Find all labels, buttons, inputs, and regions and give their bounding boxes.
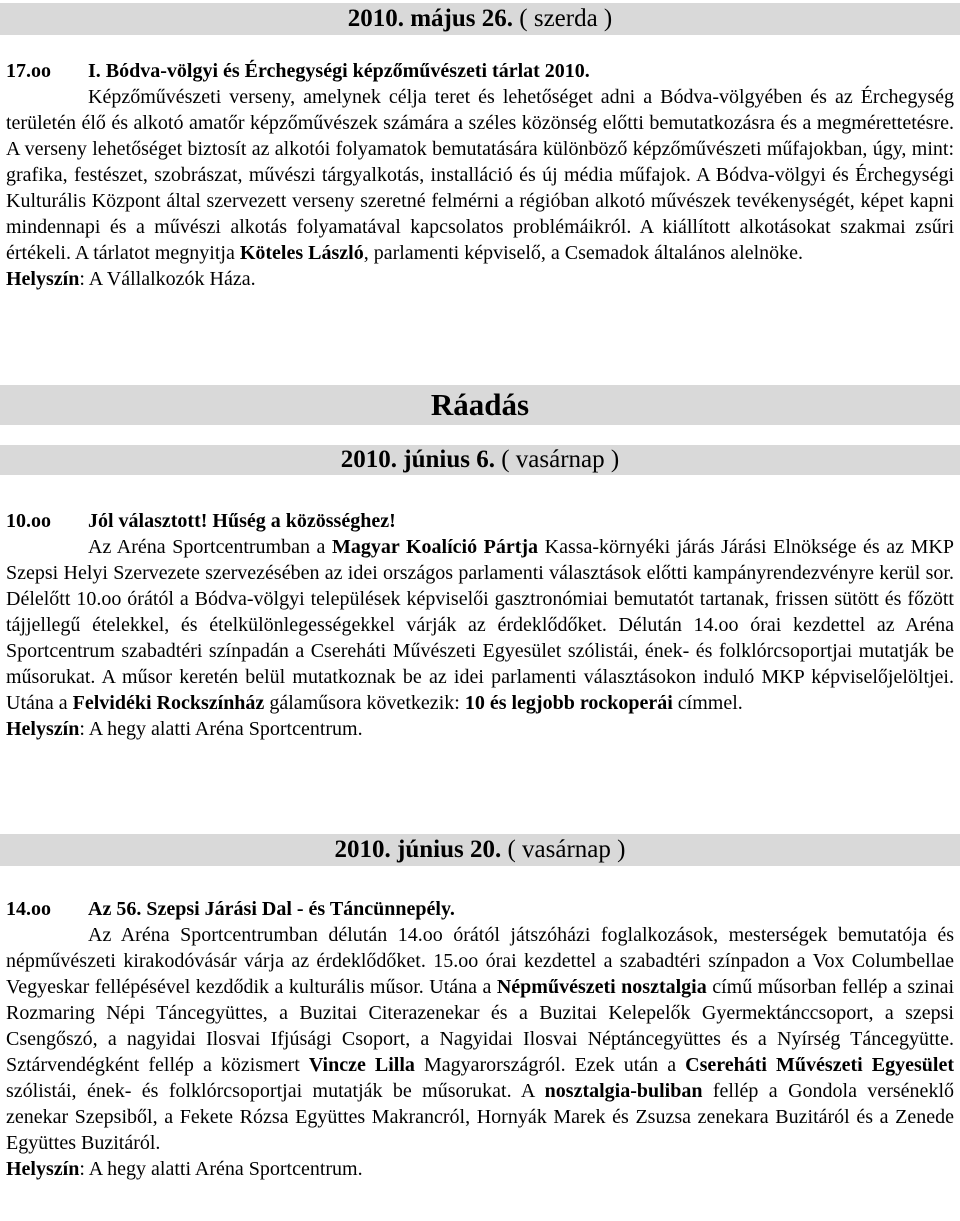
weekday-label: ( vasárnap )	[494, 446, 620, 473]
event-title: Az 56. Szepsi Járási Dal - és Táncünnepély.	[88, 898, 455, 920]
event-time: 14.oo	[6, 898, 51, 920]
event-header	[6, 58, 954, 84]
event-section-kampany	[6, 508, 954, 742]
event-time: 17.oo	[6, 60, 51, 82]
date-heading: 2010. május 26.	[347, 5, 514, 32]
date-bar-may-26	[0, 3, 960, 35]
date-heading: 2010. június 20.	[334, 836, 502, 863]
event-header	[6, 508, 954, 534]
event-description: Az Aréna Sportcentrumban délután 14.oo órától játszóházi foglalkozások, mesterségek bemutatója és népművészeti kirakodóvásár várja az érdeklődőket. 15.oo órai kezdettel a szabadtéri színpadon a Vox Columbellae Vegyeskar fellépésével kezdődik a kulturális műsor. Utána a Népművészeti nosztalgia című műsorban fellép a szinai Rozmaring Népi Táncegyüttes, a Buzitai Citerazenekar és a Buzitai Kelepelők Gyermektánccsoport, a szepsi Csengőszó, a nagyidai Ilosvai Ifjúsági Csoport, a Nagyidai Ilosvai Néptáncegyüttes és a Nyírség Táncegyütte. Sztárvendégként fellép a közismert Vincze Lilla Magyarországról. Ezek után a Csereháti Művészeti Egyesület szólistái, ének- és folklórcsoportjai mutatják be műsorukat. A nosztalgia-buliban fellép a Gondola verséneklő zenekar Szepsiből, a Fekete Rózsa Együttes Makrancról, Hornyák Marek és Zsuzsa zenekara Buzitáról és a Zenede Együttes Buzitáról.	[6, 924, 955, 1154]
weekday-label: ( szerda )	[513, 5, 613, 32]
event-description: Az Aréna Sportcentrumban a Magyar Koalíció Pártja Kassa-környéki járás Járási Elnöksége és az MKP Szepsi Helyi Szervezete szervezésében az idei országos parlamenti választások előtti kampányrendezvényre kerül sor. Délelőtt 10.oo órától a Bódva-völgyi települések képviselői gasztronómiai bemutatót tartanak, frissen sütött és főzött tájjellegű ételekkel, és ételkülönlegességekkel várják az érdeklődőket. Délután 14.oo órai kezdettel az Aréna Sportcentrum szabadtéri színpadán a Csereháti Művészeti Egyesület szólistái, ének- és folklórcsoportjai mutatják be műsorukat. A műsor keretén belül mutatkoznak be az idei parlamenti választásokon induló MKP képviselőjelöltjei. Utána a Felvidéki Rockszínház gálaműsora következik: 10 és legjobb rockoperái címmel.	[6, 536, 954, 714]
event-time: 10.oo	[6, 510, 51, 532]
event-location: Helyszín: A Vállalkozók Háza.	[6, 268, 256, 290]
speaker-name: Köteles László	[239, 242, 364, 264]
event-title: I. Bódva-völgyi és Érchegységi képzőművészeti tárlat 2010.	[88, 60, 590, 82]
event-header	[6, 896, 954, 922]
event-description: Képzőművészeti verseny, amelynek célja teret és lehetőséget adni a Bódva-völgyében és az Érchegység területén élő és alkotó amatőr képzőművészek számára a széles közönség előtti bemutatkozásra és a megmérettetésre. A verseny lehetőséget biztosít az alkotói folyamatok bemutatására különböző képzőművészeti műfajokban, úgy, mint: grafika, festészet, szobrászat, művészi tárgyalkotás, installáció és új média műfajok. A Bódva-völgyi és Érchegységi Kulturális Központ által szervezett verseny szeretné felmérni a régióban alkotó művészek tevékenységét, képet kapni mindennapi és a művészi alkotás folyamatával kapcsolatos problémáikról. A kiállított alkotásokat szakmai zsűri értékeli. A tárlatot megnyitja Köteles László, parlamenti képviselő, a Csemadok általános alelnöke.	[6, 86, 954, 264]
date-heading: 2010. június 6.	[340, 446, 495, 473]
event-title: Jól választott! Hűség a közösséghez!	[88, 510, 396, 532]
weekday-label: ( vasárnap )	[501, 836, 626, 863]
raadas-heading: Ráadás	[0, 385, 960, 425]
date-bar-june-20	[0, 834, 960, 866]
event-section-tancunnepely	[6, 896, 954, 1182]
date-bar-june-6	[0, 445, 960, 475]
event-location: Helyszín: A hegy alatti Aréna Sportcentrum.	[6, 718, 363, 740]
event-location: Helyszín: A hegy alatti Aréna Sportcentrum.	[6, 1158, 363, 1180]
event-section-tarlat	[6, 58, 954, 292]
